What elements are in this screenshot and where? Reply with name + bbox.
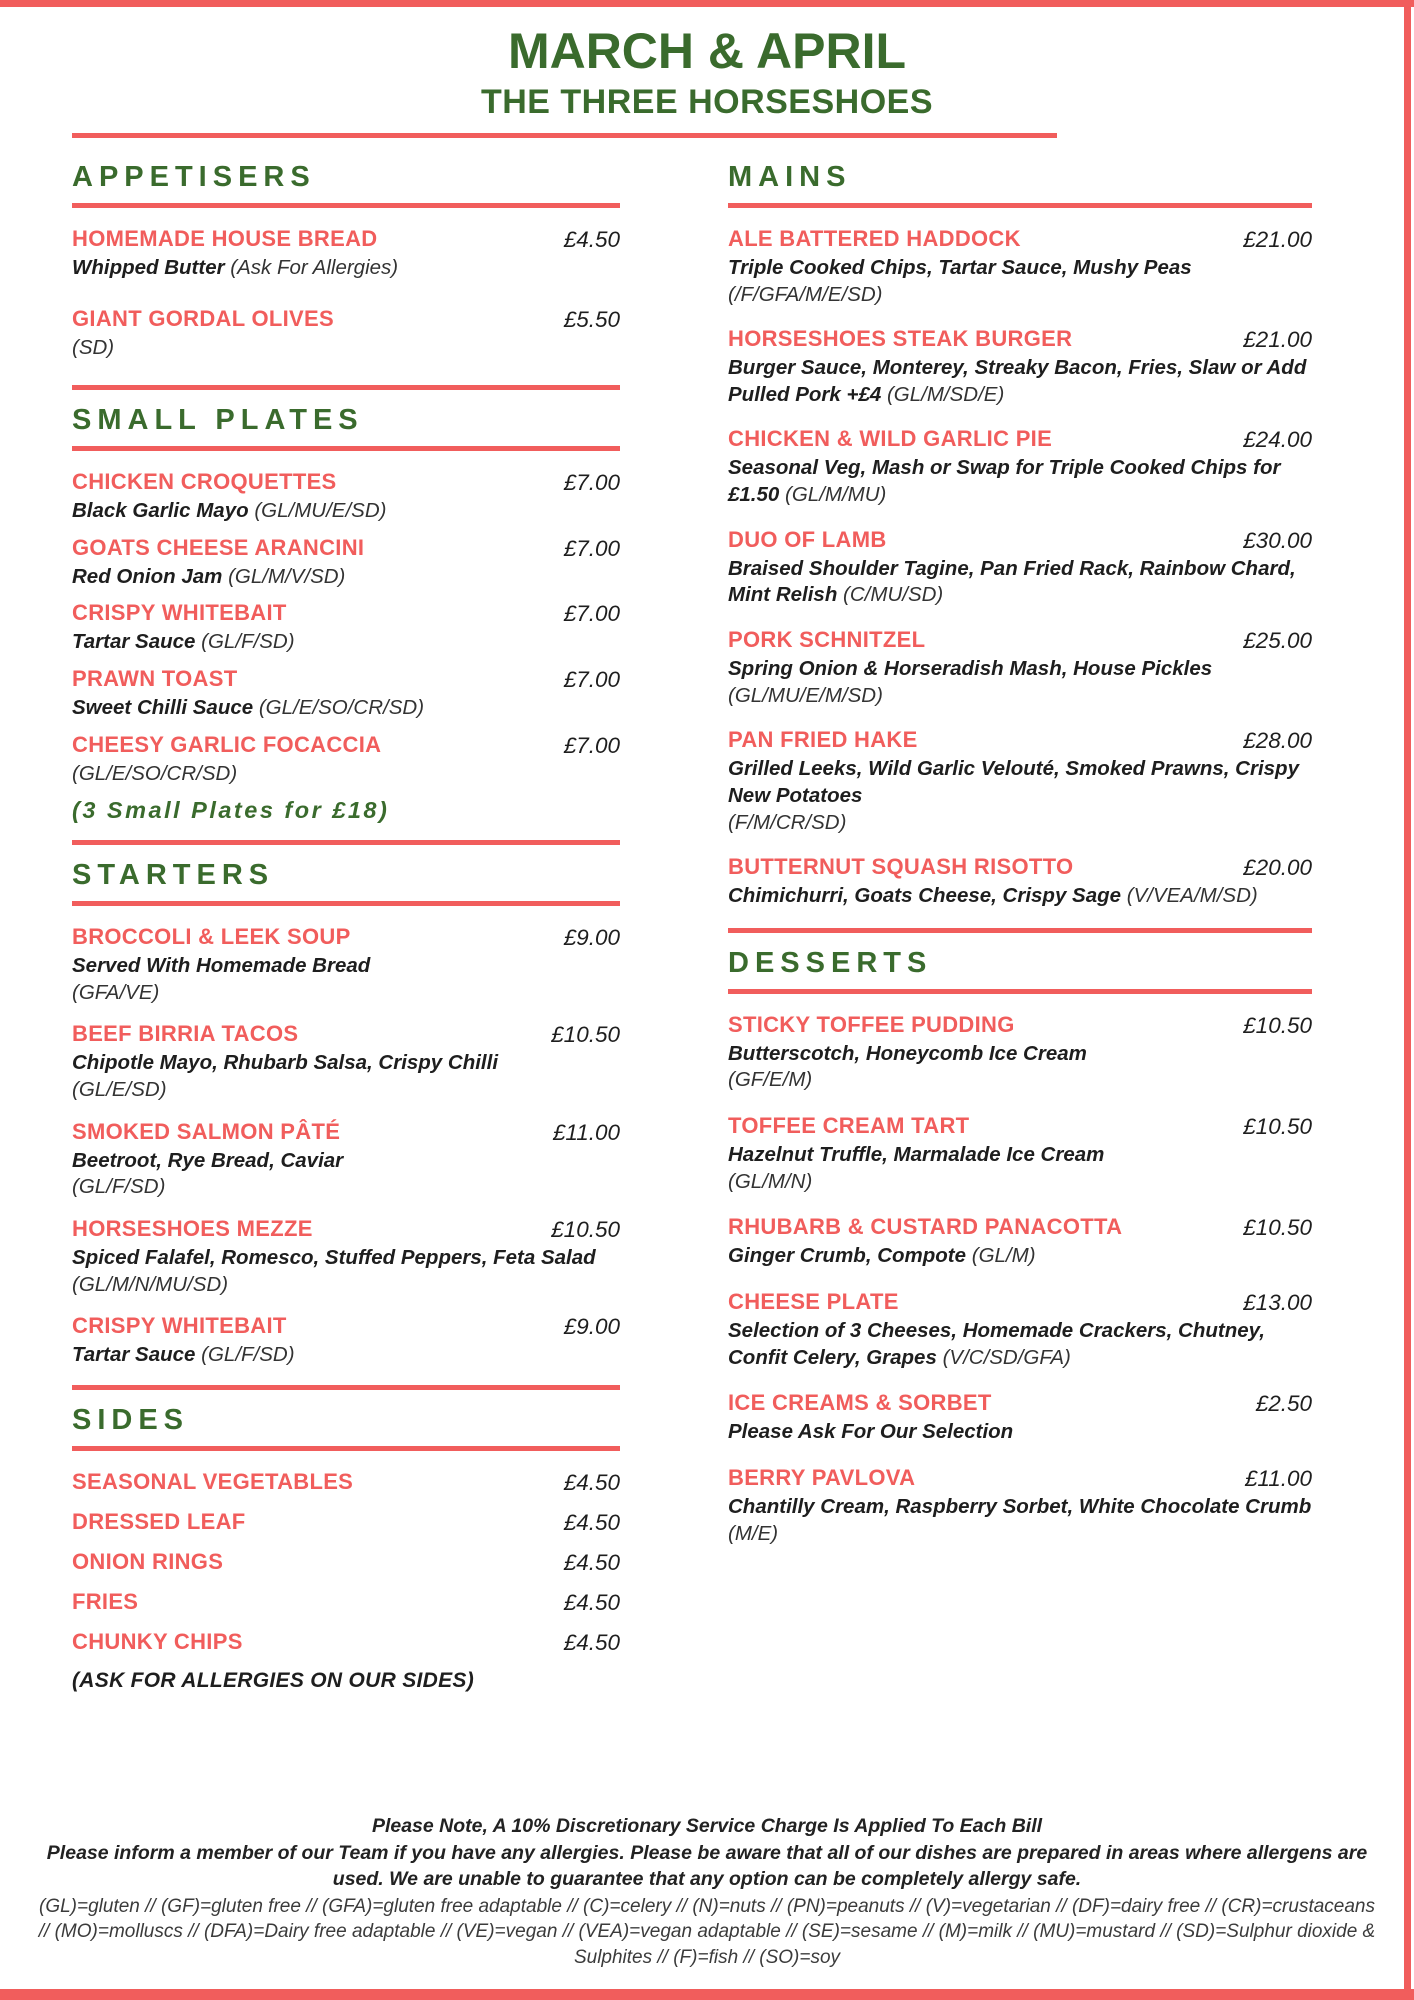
item-description [72,761,620,788]
menu-item [72,600,620,656]
item-allergens: (GFA/VE) [72,980,160,1004]
item-allergens: (GL/E/SD) [72,1078,167,1102]
menu-item [72,469,620,525]
item-allergens: (GF/E/M) [728,1068,813,1092]
item-description [728,255,1312,308]
item-desc-text: Beetroot, Rye Bread, Caviar [72,1148,344,1172]
page-border-top [0,0,1414,7]
item-row [72,1216,620,1243]
item-name: PORK SCHNITZEL [728,627,926,653]
item-row [728,1465,1312,1492]
item-row [72,306,620,333]
section-items [72,1469,620,1656]
item-name: HOMEMADE HOUSE BREAD [72,225,378,251]
item-name: TOFFEE CREAM TART [728,1113,970,1139]
allergy-note: Please inform a member of our Team if you have any allergies. Please be aware that all of our dishes are prepared in areas where allergens are used. We are unable to guarantee that any option can be completely allergy safe. [46,1841,1368,1890]
menu-item [728,627,1312,709]
item-name: CHEESY GARLIC FOCACCIA [72,731,382,757]
item-name: GIANT GORDAL OLIVES [72,305,334,331]
item-price: £21.00 [1243,226,1312,252]
item-desc-text: Butterscotch, Honeycomb Ice Cream [728,1041,1087,1065]
item-price: £10.50 [1243,1215,1312,1241]
section-title: APPETISERS [72,161,316,193]
item-allergens: (M/E) [728,1521,779,1545]
item-price: £24.00 [1243,427,1312,453]
item-desc-text: Whipped Butter [72,255,225,279]
item-row [72,600,620,627]
item-desc-text: Selection of 3 Cheeses, Homemade Crackers, Chutney, Confit Celery, Grapes [728,1318,1265,1369]
section-items [72,469,620,787]
item-price: £13.00 [1243,1289,1312,1315]
menu-item [728,1390,1312,1446]
item-price: £7.00 [563,535,620,561]
item-price: £20.00 [1243,855,1312,881]
section-underline [72,203,620,208]
item-desc-text: Sweet Chilli Sauce [72,695,254,719]
item-row [72,666,620,693]
section-underline [72,446,620,451]
item-allergens: (GL/F/SD) [201,630,295,654]
item-allergens: (GL/M/N) [728,1169,813,1193]
item-name: BERRY PAVLOVA [728,1464,916,1490]
item-description [72,564,620,591]
menu-item [72,924,620,1006]
menu-item [72,1313,620,1369]
item-description [72,1148,620,1201]
item-price: £10.50 [551,1217,620,1242]
section-separator [72,840,620,845]
item-row [728,1289,1312,1316]
item-description [728,656,1312,709]
section-title: SIDES [72,1403,190,1436]
menu-item [72,306,620,362]
item-allergens: (Ask For Allergies) [230,255,399,279]
item-price: £2.50 [1255,1391,1312,1417]
item-row [728,426,1312,453]
item-row [728,727,1312,754]
item-desc-text: Grilled Leeks, Wild Garlic Velouté, Smoked Prawns, Crispy New Potatoes [728,757,1299,807]
menu-item [72,1589,620,1616]
item-desc-text: Hazelnut Truffle, Marmalade Ice Cream [728,1143,1105,1167]
section-items [728,1012,1312,1547]
item-description [728,355,1312,408]
item-description [72,695,620,722]
item-allergens: (SD) [72,335,115,359]
menu-item [72,666,620,722]
section-separator [72,1385,620,1390]
item-allergens: (GL/M) [971,1244,1036,1268]
menu-item [728,326,1312,408]
item-desc-text: Black Garlic Mayo [72,499,249,523]
menu-item [728,1465,1312,1547]
item-desc-text: Tartar Sauce [72,1343,196,1367]
menu-item [72,1119,620,1201]
menu-item [72,1509,620,1536]
menu-item [728,1113,1312,1195]
item-row [728,1012,1312,1039]
item-allergens: (GL/MU/E/M/SD) [728,683,883,707]
allergen-key: (GL)=gluten // (GF)=gluten free // (GFA)=gluten free adaptable // (C)=celery // (N)=nuts // (PN)=peanuts // (V)=vegetarian // (DF)=dairy free // (CR)=crustaceans // (MO)=molluscs // (DFA)=Dairy free adaptable // (VE)=vegan // (VEA)=vegan adaptable // (SE)=sesame // (M)=milk // (MU)=mustard // (SD)=Sulphur dioxide & Sulphites // (F)=fish // (SO)=soy [38,1896,1376,1968]
item-price: £10.50 [1243,1114,1312,1140]
item-allergens: (GL/E/SO/CR/SD) [258,695,425,719]
item-price: £21.00 [1243,327,1312,353]
item-name: DUO OF LAMB [728,526,887,552]
item-description [72,953,620,1006]
right-column [728,162,1312,1807]
item-allergens: (V/VEA/M/SD) [1126,884,1258,908]
item-description [728,756,1312,836]
item-description [72,1050,620,1103]
item-description [72,1342,620,1369]
section-title: SMALL PLATES [72,404,364,437]
item-description [72,255,620,282]
item-price: £4.50 [563,1629,620,1655]
item-row [72,535,620,562]
item-description [728,455,1312,508]
menu-item [72,535,620,591]
menu-section [72,840,620,1369]
item-name: HORSESHOES MEZZE [72,1216,313,1241]
menu-item [728,727,1312,836]
item-desc-text: Chimichurri, Goats Cheese, Crispy Sage [728,884,1122,908]
menu-item [728,527,1312,609]
item-desc-text: Triple Cooked Chips, Tartar Sauce, Mushy Peas [728,255,1192,279]
item-row [72,1119,620,1146]
menu-item [72,1021,620,1103]
item-allergens: (C/MU/SD) [843,583,944,607]
item-name: ICE CREAMS & SORBET [728,1390,992,1416]
section-separator [728,928,1312,933]
item-name: BROCCOLI & LEEK SOUP [72,924,351,950]
item-name: HORSESHOES STEAK BURGER [728,326,1073,352]
item-name: BUTTERNUT SQUASH RISOTTO [728,854,1074,880]
item-allergens: (GL/M/MU) [785,483,887,507]
item-desc-text: Please Ask For Our Selection [728,1420,1014,1444]
page-border-bottom [0,1989,1414,2000]
item-desc-text: Spiced Falafel, Romesco, Stuffed Peppers, Feta Salad [72,1246,596,1269]
item-desc-text: Red Onion Jam [72,564,223,588]
item-price: £7.00 [563,470,620,496]
item-row [72,1469,620,1496]
item-price: £11.00 [1244,1465,1312,1491]
item-name: ONION RINGS [72,1548,224,1574]
item-name: GOATS CHEESE ARANCINI [72,534,365,560]
item-name: CHICKEN & WILD GARLIC PIE [728,426,1053,452]
section-title: STARTERS [72,859,275,892]
item-name: CHICKEN CROQUETTES [72,469,337,495]
menu-section [72,162,620,361]
item-price: £9.00 [563,1314,620,1340]
item-price: £10.50 [1243,1012,1312,1038]
item-row [728,1390,1312,1417]
menu-item [728,426,1312,508]
menu-item [72,732,620,788]
item-row [72,469,620,496]
section-underline [72,901,620,906]
item-description [72,629,620,656]
item-allergens: (GL/E/SO/CR/SD) [72,761,238,785]
item-row [72,732,620,759]
item-desc-text: Ginger Crumb, Compote [728,1244,967,1268]
item-name: ALE BATTERED HADDOCK [728,225,1021,251]
item-row [728,1113,1312,1140]
item-allergens: (GL/MU/E/SD) [254,499,387,523]
item-name: FRIES [72,1588,139,1614]
item-allergens: (V/C/SD/GFA) [942,1345,1071,1369]
item-allergens: (GL/F/SD) [72,1175,166,1199]
item-name: BEEF BIRRIA TACOS [72,1021,299,1047]
item-price: £4.50 [563,1549,620,1575]
menu-item [72,1216,620,1298]
item-price: £25.00 [1243,628,1312,654]
item-price: £30.00 [1243,527,1312,553]
item-description [728,1041,1312,1094]
section-items [72,226,620,361]
item-allergens: (F/M/CR/SD) [728,810,847,834]
item-description [728,1142,1312,1195]
menu-item [728,854,1312,910]
menu-columns [0,138,1414,1807]
section-footnote: (3 Small Plates for £18) [72,797,390,824]
menu-footer [0,1807,1414,2000]
menu-item [72,226,620,282]
item-name: PAN FRIED HAKE [728,727,918,753]
item-name: CHUNKY CHIPS [72,1628,243,1654]
item-row [72,226,620,253]
item-description [728,1243,1312,1270]
item-price: £10.50 [551,1022,620,1048]
item-row [72,1589,620,1616]
section-separator [72,385,620,390]
item-description [728,1494,1312,1547]
item-name: DRESSED LEAF [72,1508,246,1534]
item-name: PRAWN TOAST [72,665,238,691]
item-description [728,556,1312,609]
section-footnote: (ASK FOR ALLERGIES ON OUR SIDES) [72,1668,475,1692]
item-row [728,1214,1312,1241]
page-border-right [1404,0,1411,2000]
item-desc-text: Tartar Sauce [72,630,196,654]
item-row [728,527,1312,554]
item-price: £7.00 [563,732,620,758]
item-description [728,883,1312,910]
item-price: £7.00 [563,601,620,627]
section-items [72,924,620,1369]
left-column [72,162,620,1807]
service-charge-note: Please Note, A 10% Discretionary Service Charge Is Applied To Each Bill [371,1815,1043,1838]
menu-section [728,928,1312,1547]
item-description [72,335,620,362]
item-description [728,1419,1312,1446]
item-price: £28.00 [1243,728,1312,754]
section-underline [72,1446,620,1451]
item-price: £4.50 [563,1469,620,1495]
item-allergens: (GL/M/V/SD) [228,564,346,588]
item-row [72,1629,620,1656]
item-price: £9.00 [563,925,620,951]
item-name: CRISPY WHITEBAIT [72,600,287,626]
item-price: £11.00 [552,1119,620,1145]
item-price: £5.50 [563,306,620,332]
item-row [72,1509,620,1536]
item-row [72,1313,620,1340]
menu-item [728,1012,1312,1094]
item-row [728,326,1312,353]
item-allergens: (GL/M/SD/E) [886,382,1005,406]
item-row [72,1549,620,1576]
section-title: DESSERTS [728,946,933,979]
item-allergens: (/F/GFA/M/E/SD) [728,282,883,306]
item-name: SEASONAL VEGETABLES [72,1468,354,1494]
menu-item [728,226,1312,308]
item-name: CRISPY WHITEBAIT [72,1313,287,1339]
item-row [72,924,620,951]
item-allergens: (GL/F/SD) [201,1343,295,1367]
section-underline [728,203,1312,208]
item-desc-text: Braised Shoulder Tagine, Pan Fried Rack, Rainbow Chard, Mint Relish [728,556,1296,607]
item-name: SMOKED SALMON PÂTÉ [72,1118,341,1144]
menu-item [728,1289,1312,1371]
item-description [728,1318,1312,1371]
item-row [728,226,1312,253]
item-desc-text: Chipotle Mayo, Rhubarb Salsa, Crispy Chilli [72,1051,499,1075]
item-name: CHEESE PLATE [728,1288,899,1314]
menu-section [72,1385,620,1693]
item-name: STICKY TOFFEE PUDDING [728,1011,1015,1037]
page-title: MARCH & APRIL [507,23,907,79]
menu-item [72,1629,620,1656]
item-price: £7.00 [563,666,620,692]
menu-item [728,1214,1312,1270]
section-underline [728,989,1312,994]
page-subtitle: THE THREE HORSESHOES [480,83,934,121]
item-desc-text: Burger Sauce, Monterey, Streaky Bacon, Fries, Slaw or Add Pulled Pork +£4 [728,356,1307,406]
item-desc-text: Served With Homemade Bread [72,954,371,978]
item-price: £4.50 [563,1509,620,1535]
item-desc-text: Spring Onion & Horseradish Mash, House Pickles [728,657,1213,681]
item-allergens: (GL/M/N/MU/SD) [72,1272,229,1296]
menu-item [72,1469,620,1496]
item-price: £4.50 [563,1589,620,1615]
menu-item [72,1549,620,1576]
item-row [728,627,1312,654]
item-row [72,1021,620,1048]
item-price: £4.50 [563,226,620,252]
item-description [72,498,620,525]
section-title: MAINS [728,161,852,193]
item-description [72,1245,620,1298]
menu-section [728,162,1312,910]
item-desc-text: Chantilly Cream, Raspberry Sorbet, White Chocolate Crumb [728,1494,1312,1518]
item-name: RHUBARB & CUSTARD PANACOTTA [728,1214,1123,1240]
section-items [728,226,1312,910]
item-desc-text: Seasonal Veg, Mash or Swap for Triple Cooked Chips for £1.50 [728,456,1281,507]
menu-section [72,385,620,824]
menu-header [0,0,1414,138]
item-row [728,854,1312,881]
